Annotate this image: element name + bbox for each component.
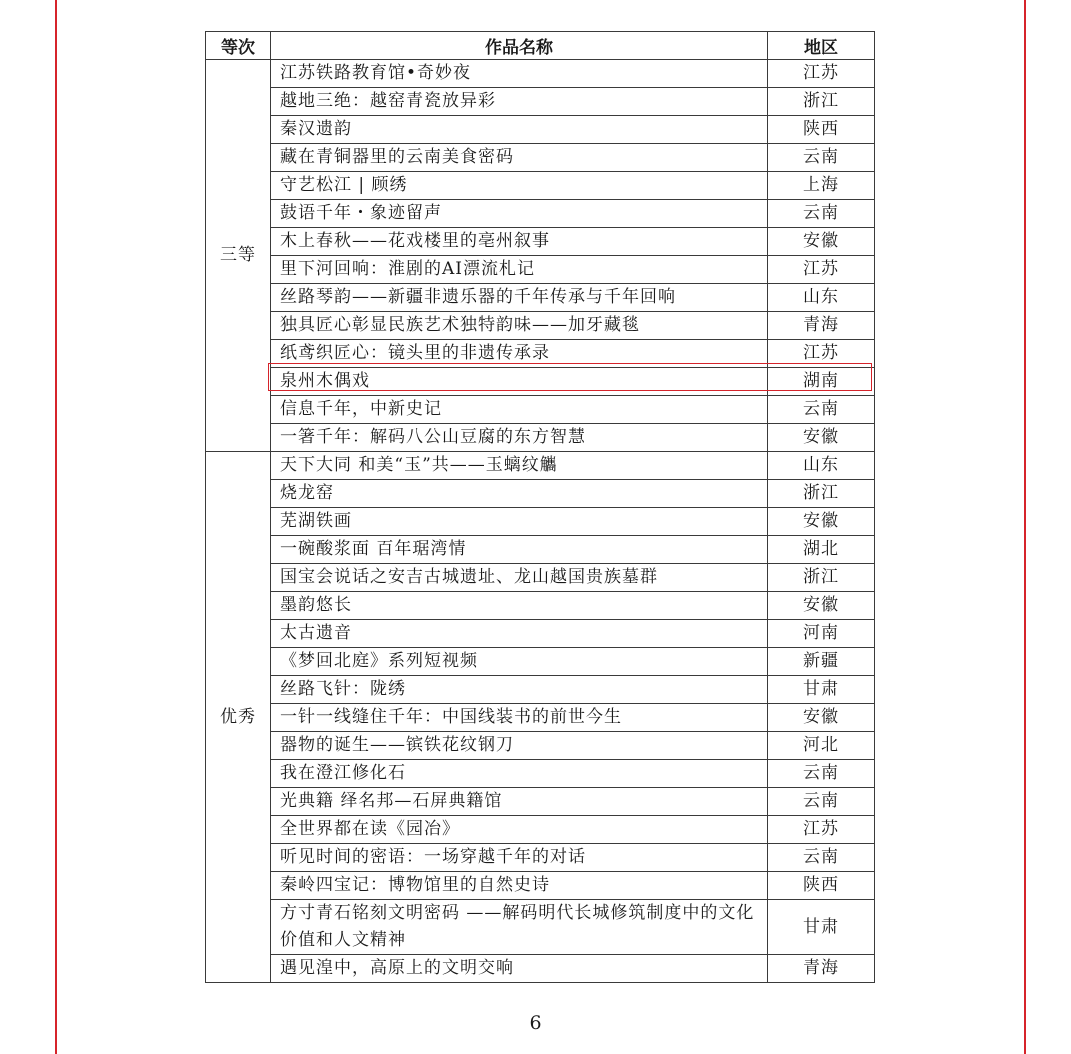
table-row bbox=[206, 256, 875, 284]
title-cell: 越地三绝：越窑青瓷放异彩 bbox=[271, 88, 768, 116]
region-cell: 江苏 bbox=[768, 340, 875, 368]
table-row bbox=[206, 452, 875, 480]
title-cell: 纸鸢织匠心：镜头里的非遗传承录 bbox=[271, 340, 768, 368]
table-row bbox=[206, 144, 875, 172]
table-row bbox=[206, 676, 875, 704]
table-row bbox=[206, 88, 875, 116]
table-row bbox=[206, 172, 875, 200]
page-border-right bbox=[1024, 0, 1026, 1054]
region-cell: 浙江 bbox=[768, 564, 875, 592]
table-row bbox=[206, 816, 875, 844]
header-region: 地区 bbox=[768, 32, 875, 60]
region-cell: 云南 bbox=[768, 844, 875, 872]
table-row bbox=[206, 396, 875, 424]
table-row bbox=[206, 116, 875, 144]
region-cell: 青海 bbox=[768, 312, 875, 340]
tier-cell: 三等 bbox=[206, 60, 271, 452]
title-cell: 木上春秋——花戏楼里的亳州叙事 bbox=[271, 228, 768, 256]
table-row bbox=[206, 200, 875, 228]
header-title: 作品名称 bbox=[271, 32, 768, 60]
title-cell: 芜湖铁画 bbox=[271, 508, 768, 536]
region-cell: 云南 bbox=[768, 788, 875, 816]
table-body bbox=[206, 60, 875, 983]
region-cell: 陕西 bbox=[768, 872, 875, 900]
table-row bbox=[206, 536, 875, 564]
region-cell: 山东 bbox=[768, 452, 875, 480]
table-row bbox=[206, 955, 875, 983]
region-cell: 陕西 bbox=[768, 116, 875, 144]
title-cell: 我在澄江修化石 bbox=[271, 760, 768, 788]
table-row bbox=[206, 760, 875, 788]
table-row bbox=[206, 592, 875, 620]
tier-cell: 优秀 bbox=[206, 452, 271, 983]
region-cell: 安徽 bbox=[768, 592, 875, 620]
region-cell: 江苏 bbox=[768, 256, 875, 284]
title-cell: 藏在青铜器里的云南美食密码 bbox=[271, 144, 768, 172]
title-cell: 独具匠心彰显民族艺术独特韵味——加牙藏毯 bbox=[271, 312, 768, 340]
table-row bbox=[206, 480, 875, 508]
title-cell: 墨韵悠长 bbox=[271, 592, 768, 620]
table-row bbox=[206, 872, 875, 900]
table-row bbox=[206, 648, 875, 676]
table-row bbox=[206, 508, 875, 536]
table-row bbox=[206, 620, 875, 648]
table-row bbox=[206, 704, 875, 732]
title-cell: 秦岭四宝记：博物馆里的自然史诗 bbox=[271, 872, 768, 900]
title-cell: 鼓语千年・象迹留声 bbox=[271, 200, 768, 228]
title-cell: 丝路飞针：陇绣 bbox=[271, 676, 768, 704]
title-cell: 《梦回北庭》系列短视频 bbox=[271, 648, 768, 676]
region-cell: 浙江 bbox=[768, 88, 875, 116]
page-border-left bbox=[55, 0, 57, 1054]
region-cell: 青海 bbox=[768, 955, 875, 983]
title-cell: 国宝会说话之安吉古城遗址、龙山越国贵族墓群 bbox=[271, 564, 768, 592]
region-cell: 江苏 bbox=[768, 60, 875, 88]
region-cell: 云南 bbox=[768, 200, 875, 228]
region-cell: 安徽 bbox=[768, 228, 875, 256]
region-cell: 河南 bbox=[768, 620, 875, 648]
region-cell: 安徽 bbox=[768, 704, 875, 732]
table-row bbox=[206, 564, 875, 592]
title-cell: 里下河回响：淮剧的AI漂流札记 bbox=[271, 256, 768, 284]
table-row bbox=[206, 788, 875, 816]
awards-table bbox=[205, 31, 875, 983]
region-cell: 上海 bbox=[768, 172, 875, 200]
title-cell: 信息千年，中新史记 bbox=[271, 396, 768, 424]
title-cell: 泉州木偶戏 bbox=[271, 368, 768, 396]
region-cell: 山东 bbox=[768, 284, 875, 312]
title-cell: 太古遗音 bbox=[271, 620, 768, 648]
table-row bbox=[206, 732, 875, 760]
region-cell: 湖南 bbox=[768, 368, 875, 396]
title-cell: 一碗酸浆面 百年琚湾情 bbox=[271, 536, 768, 564]
title-cell: 江苏铁路教育馆•奇妙夜 bbox=[271, 60, 768, 88]
table-row bbox=[206, 424, 875, 452]
title-cell: 烧龙窑 bbox=[271, 480, 768, 508]
title-cell: 丝路琴韵——新疆非遗乐器的千年传承与千年回响 bbox=[271, 284, 768, 312]
title-cell: 器物的诞生——镔铁花纹钢刀 bbox=[271, 732, 768, 760]
title-cell: 一箸千年：解码八公山豆腐的东方智慧 bbox=[271, 424, 768, 452]
title-cell: 听见时间的密语：一场穿越千年的对话 bbox=[271, 844, 768, 872]
title-cell: 一针一线缝住千年：中国线装书的前世今生 bbox=[271, 704, 768, 732]
table-row bbox=[206, 284, 875, 312]
region-cell: 安徽 bbox=[768, 508, 875, 536]
title-cell: 遇见湟中，高原上的文明交响 bbox=[271, 955, 768, 983]
title-cell: 全世界都在读《园冶》 bbox=[271, 816, 768, 844]
table-row bbox=[206, 368, 875, 396]
region-cell: 云南 bbox=[768, 760, 875, 788]
region-cell: 云南 bbox=[768, 144, 875, 172]
table-row bbox=[206, 228, 875, 256]
region-cell: 河北 bbox=[768, 732, 875, 760]
title-cell: 光典籍 绎名邦—石屏典籍馆 bbox=[271, 788, 768, 816]
region-cell: 湖北 bbox=[768, 536, 875, 564]
region-cell: 云南 bbox=[768, 396, 875, 424]
region-cell: 浙江 bbox=[768, 480, 875, 508]
header-tier: 等次 bbox=[206, 32, 271, 60]
table-row bbox=[206, 340, 875, 368]
region-cell: 甘肃 bbox=[768, 676, 875, 704]
title-cell: 方寸青石铭刻文明密码 ——解码明代长城修筑制度中的文化价值和人文精神 bbox=[271, 900, 768, 955]
title-cell: 天下大同 和美“玉”共——玉螭纹觿 bbox=[271, 452, 768, 480]
title-cell: 守艺松江 | 顾绣 bbox=[271, 172, 768, 200]
region-cell: 甘肃 bbox=[768, 900, 875, 955]
table-row bbox=[206, 60, 875, 88]
table-row bbox=[206, 900, 875, 955]
table-header-row bbox=[206, 32, 875, 60]
region-cell: 安徽 bbox=[768, 424, 875, 452]
title-cell: 秦汉遗韵 bbox=[271, 116, 768, 144]
page-number: 6 bbox=[529, 1012, 542, 1034]
table-row bbox=[206, 312, 875, 340]
region-cell: 江苏 bbox=[768, 816, 875, 844]
region-cell: 新疆 bbox=[768, 648, 875, 676]
table-row bbox=[206, 844, 875, 872]
